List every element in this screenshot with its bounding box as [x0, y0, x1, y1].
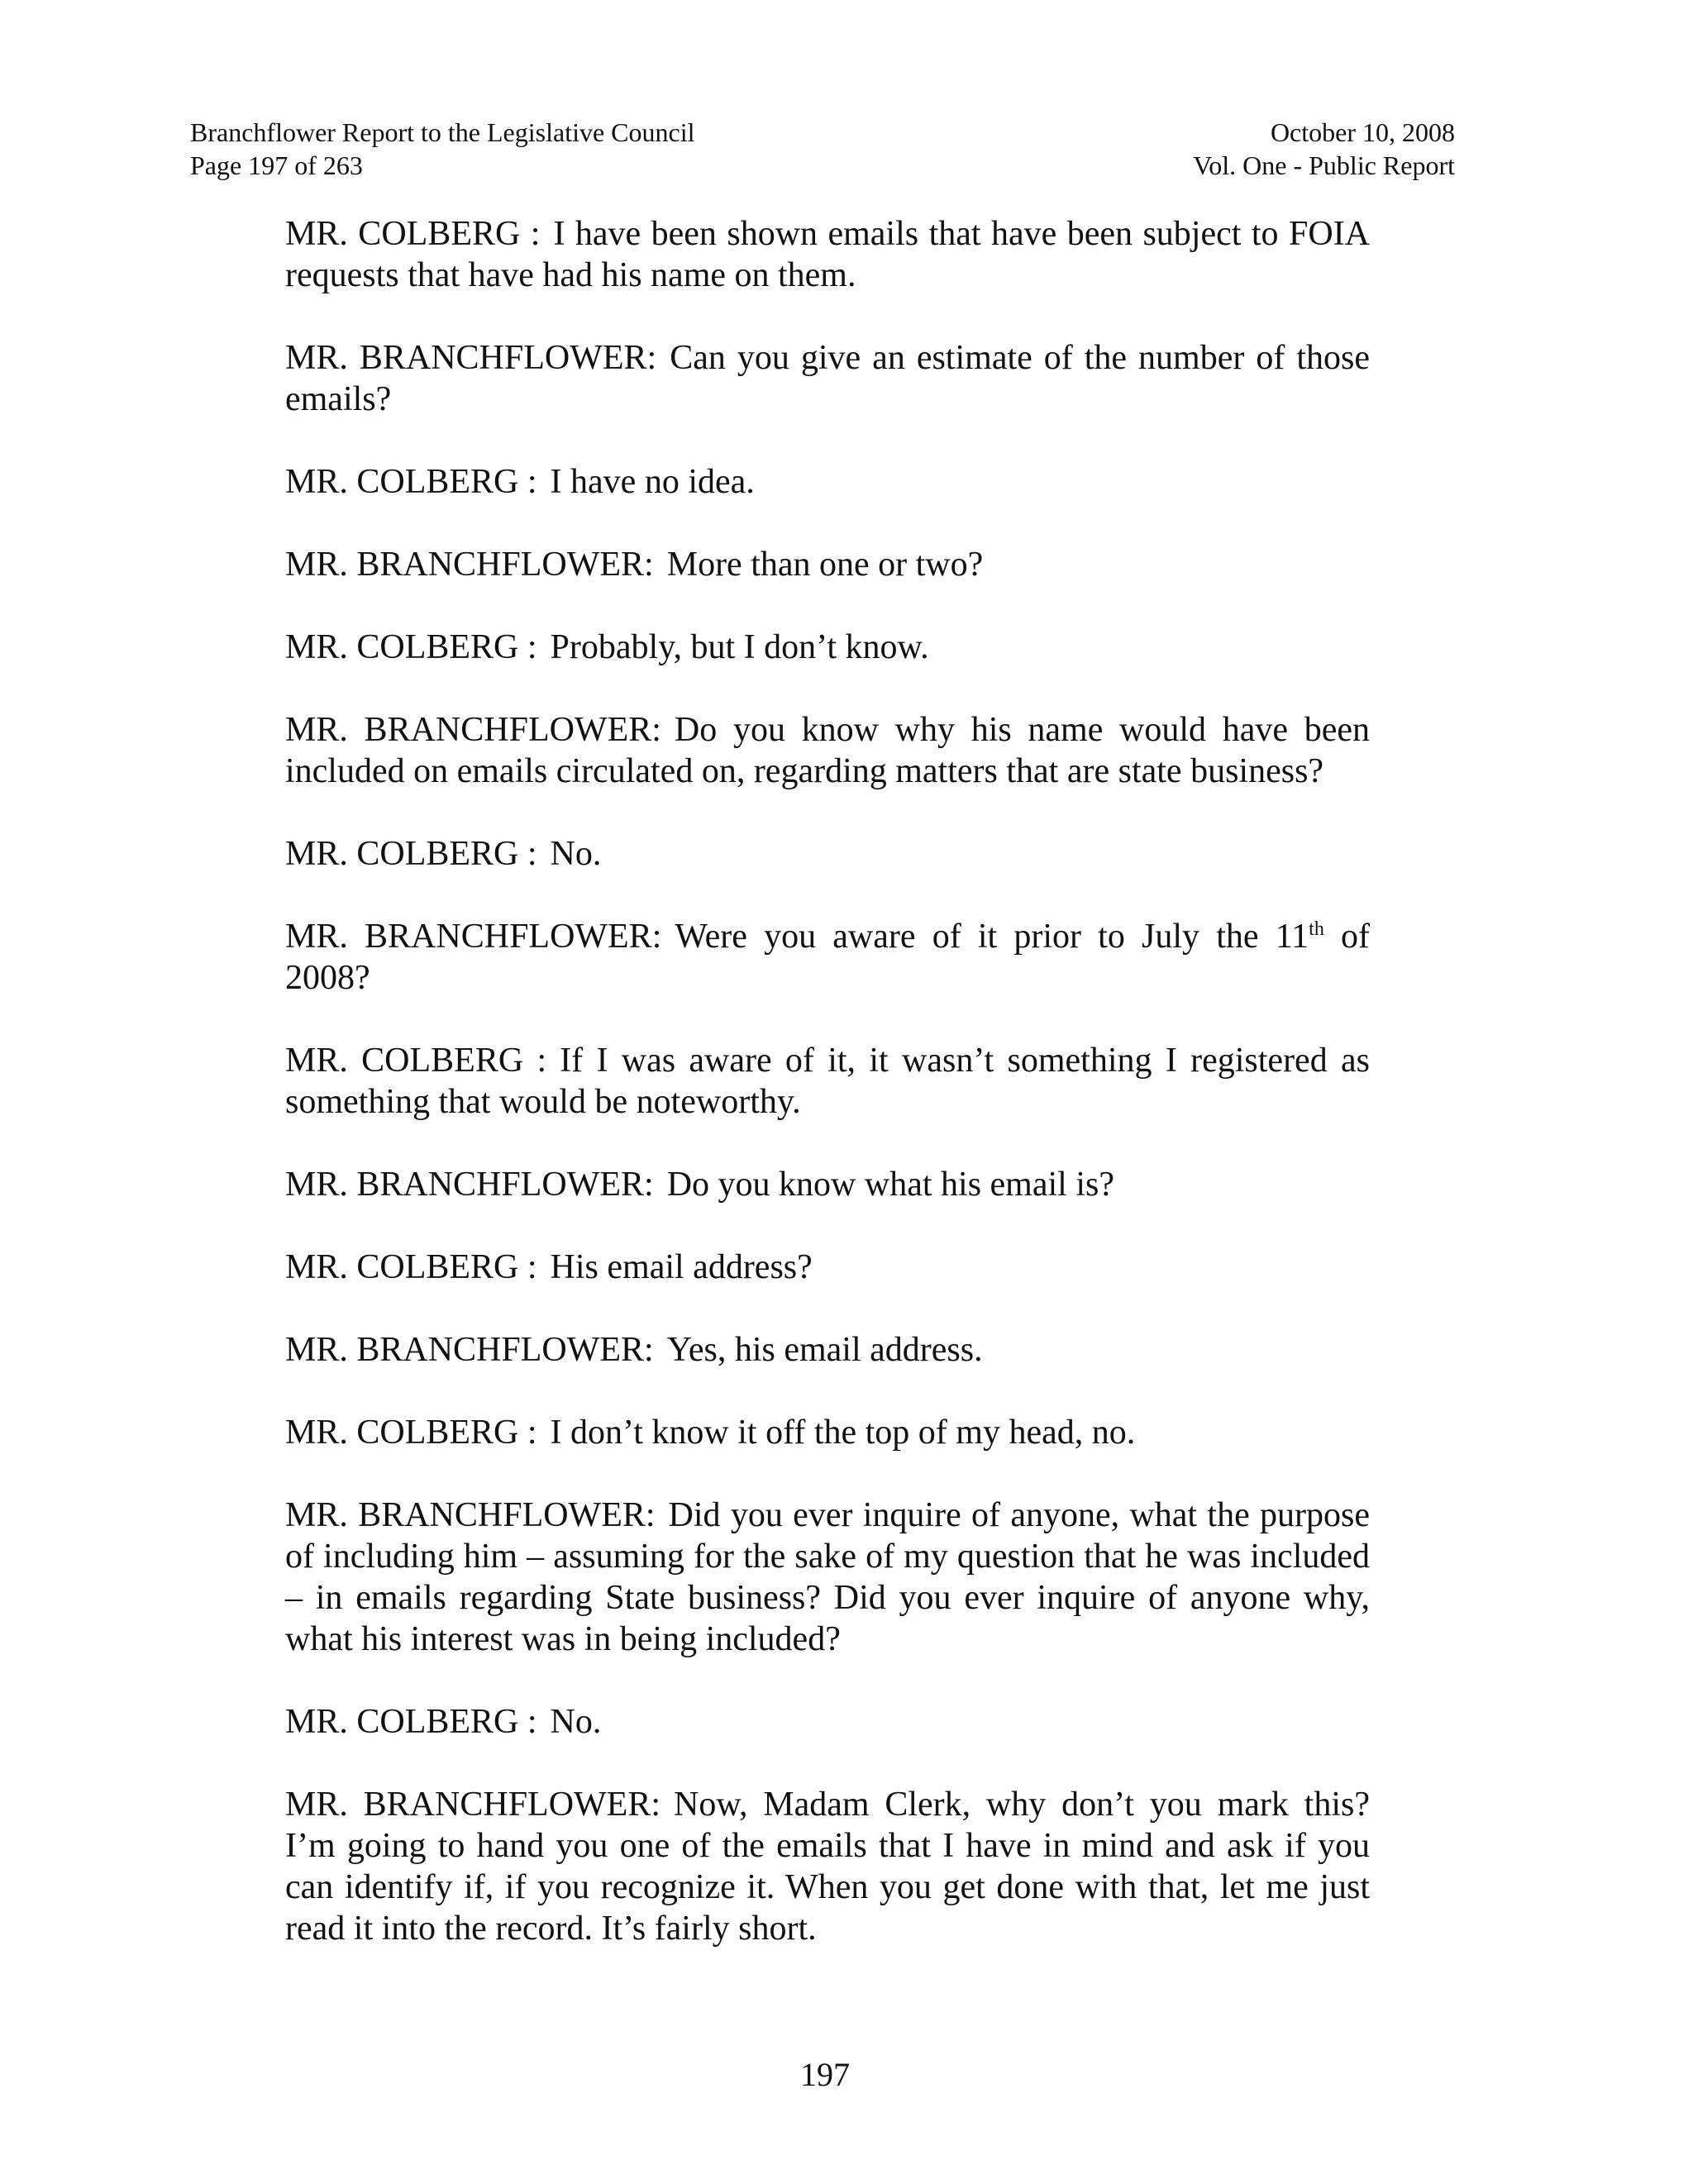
- page-count: Page 197 of 263: [190, 150, 363, 180]
- spoken-text: I have no idea.: [550, 463, 755, 501]
- speaker-label: MR. COLBERG :: [285, 1248, 537, 1286]
- spoken-text-continued: of 2008?: [285, 918, 1370, 997]
- spoken-text: More than one or two?: [666, 546, 984, 584]
- speaker-label: MR. BRANCHFLOWER:: [285, 1331, 654, 1369]
- spoken-text: No.: [550, 835, 602, 873]
- spoken-text: His email address?: [550, 1248, 813, 1286]
- spoken-text: Did you ever inquire of anyone, what the purpose of including him – assuming for the sake of my question that he was included – in emails regarding State business? Did you ever inquire of anyone why, what his interest was in being included?: [285, 1496, 1371, 1658]
- speaker-label: MR. BRANCHFLOWER:: [285, 711, 661, 749]
- transcript-paragraph: [285, 709, 1370, 792]
- transcript-paragraph: [285, 1701, 1370, 1743]
- speaker-label: MR. COLBERG :: [285, 628, 537, 666]
- header-right: [1193, 116, 1455, 182]
- speaker-label: MR. COLBERG :: [285, 1703, 537, 1741]
- transcript-paragraph: [285, 461, 1370, 503]
- spoken-text: Can you give an estimate of the number of those emails?: [285, 339, 1370, 418]
- transcript-paragraph: [285, 1495, 1370, 1660]
- speaker-label: MR. BRANCHFLOWER:: [285, 546, 654, 584]
- spoken-text: If I was aware of it, it wasn’t something I registered as something that would be noteworthy.: [285, 1042, 1370, 1121]
- transcript-paragraph: [285, 1784, 1370, 1949]
- speaker-label: MR. COLBERG :: [285, 835, 537, 873]
- report-date: October 10, 2008: [1270, 117, 1455, 147]
- speaker-label: MR. COLBERG :: [285, 1042, 547, 1080]
- speaker-label: MR. BRANCHFLOWER:: [285, 1166, 654, 1204]
- report-title: Branchflower Report to the Legislative Council: [190, 117, 695, 147]
- spoken-text: Now, Madam Clerk, why don’t you mark this? I’m going to hand you one of the emails that I have in mind and ask if you can identify if, if you recognize it. When you get done with that, let me just read it into the record. It’s fairly short.: [285, 1786, 1370, 1948]
- transcript-paragraph: [285, 1329, 1370, 1371]
- transcript-paragraph: [285, 337, 1370, 420]
- transcript-paragraph: [285, 833, 1370, 875]
- speaker-label: MR. BRANCHFLOWER:: [285, 1496, 656, 1534]
- page-number: 197: [800, 2056, 850, 2093]
- spoken-text: I have been shown emails that have been subject to FOIA requests that have had his name on them.: [285, 215, 1370, 294]
- spoken-text: I don’t know it off the top of my head, no.: [550, 1414, 1136, 1452]
- transcript-paragraph: [285, 916, 1370, 999]
- spoken-text: Do you know what his email is?: [666, 1166, 1114, 1204]
- speaker-label: MR. COLBERG :: [285, 463, 537, 501]
- spoken-text: No.: [550, 1703, 602, 1741]
- ordinal-superscript: th: [1309, 918, 1324, 940]
- volume-label: Vol. One - Public Report: [1193, 150, 1455, 180]
- spoken-text: Do you know why his name would have been included on emails circulated on, regarding matters that are state business?: [285, 711, 1371, 790]
- transcript-paragraph: [285, 213, 1370, 296]
- transcript-paragraph: [285, 1040, 1370, 1123]
- spoken-text: Yes, his email address.: [666, 1331, 983, 1369]
- speaker-label: MR. COLBERG :: [285, 215, 541, 253]
- speaker-label: MR. BRANCHFLOWER:: [285, 339, 657, 377]
- transcript-body: [285, 213, 1370, 1991]
- spoken-text: Probably, but I don’t know.: [550, 628, 929, 666]
- spoken-text: Were you aware of it prior to July the 11: [675, 918, 1309, 956]
- speaker-label: MR. BRANCHFLOWER:: [285, 1786, 661, 1824]
- transcript-paragraph: [285, 1164, 1370, 1205]
- transcript-paragraph: [285, 544, 1370, 585]
- speaker-label: MR. COLBERG :: [285, 1414, 537, 1452]
- transcript-paragraph: [285, 1247, 1370, 1288]
- header-left: [190, 116, 695, 182]
- transcript-paragraph: [285, 627, 1370, 668]
- speaker-label: MR. BRANCHFLOWER:: [285, 918, 662, 956]
- transcript-paragraph: [285, 1412, 1370, 1453]
